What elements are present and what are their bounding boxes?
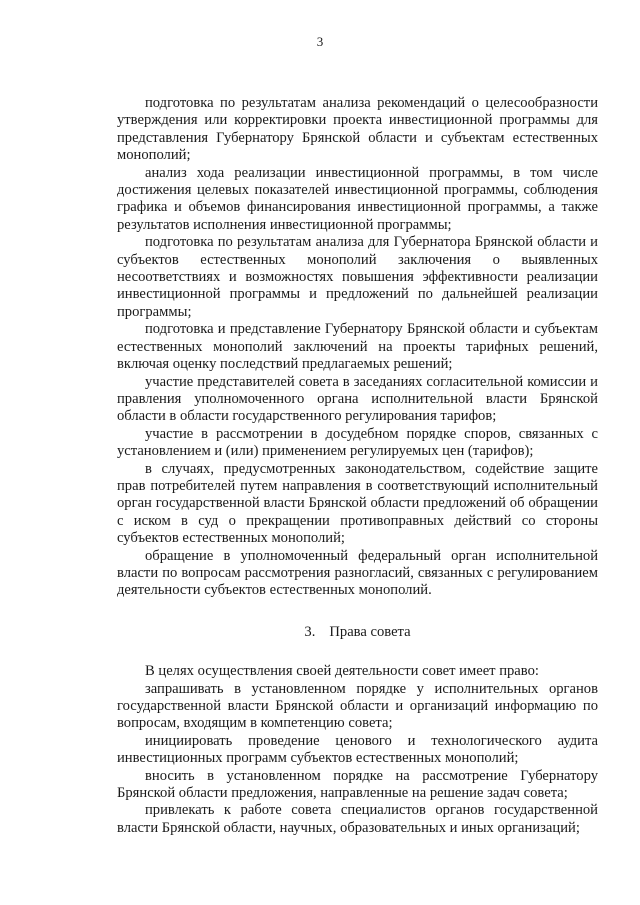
paragraph: запрашивать в установленном порядке у исполнительных органов государственной власти Брянской области и организаций информацию по вопросам, входящим в компетенцию совета; bbox=[117, 680, 598, 732]
paragraph: обращение в уполномоченный федеральный орган исполнительной власти по вопросам рассмотрения разногласий, связанных с регулированием деятельности субъектов естественных монополий. bbox=[117, 547, 598, 599]
paragraph: подготовка по результатам анализа для Губернатора Брянской области и субъектов естественных монополий заключения о выявленных несоответствиях и возможностях повышения эффективности реализации инвестиционной программы и предложений по дальнейшей реализации программы; bbox=[117, 234, 598, 320]
paragraph: участие в рассмотрении в досудебном порядке споров, связанных с установлением и (или) применением регулируемых цен (тарифов); bbox=[117, 425, 598, 460]
paragraph: анализ хода реализации инвестиционной программы, в том числе достижения целевых показателей инвестиционной программы, соблюдения графика и объемов финансирования инвестиционной программы, а также результатов исполнения инвестиционной программы; bbox=[117, 164, 598, 233]
paragraph: участие представителей совета в заседаниях согласительной комиссии и правления уполномоченного органа исполнительной власти Брянской области в области государственного регулирования тарифов; bbox=[117, 373, 598, 425]
document-body bbox=[117, 95, 598, 837]
section-title: Права совета bbox=[329, 623, 411, 640]
paragraph: привлекать к работе совета специалистов органов государственной власти Брянской области, научных, образовательных и иных организаций; bbox=[117, 802, 598, 836]
paragraph: инициировать проведение ценового и технологического аудита инвестиционных программ субъектов естественных монополий; bbox=[117, 732, 598, 767]
page-number: 3 bbox=[316, 34, 324, 49]
section-number: 3. bbox=[304, 623, 316, 640]
paragraph: В целях осуществления своей деятельности совет имеет право: bbox=[145, 663, 539, 680]
paragraph: в случаях, предусмотренных законодательством, содействие защите прав потребителей путем направления в соответствующий исполнительный орган государственной власти Брянской области предложений об обращении с иском в суд о прекращении противоправных действий со стороны субъектов естественных монополий; bbox=[117, 460, 598, 547]
paragraph: подготовка по результатам анализа рекомендаций о целесообразности утверждения или корректировки проекта инвестиционной программы для представления Губернатору Брянской области и субъектам естественных монополий; bbox=[117, 95, 598, 164]
paragraph: подготовка и представление Губернатору Брянской области и субъектам естественных монополий заключений на проекты тарифных решений, включая оценку последствий предлагаемых решений; bbox=[117, 321, 598, 373]
paragraph: вносить в установленном порядке на рассмотрение Губернатору Брянской области предложения, направленные на решение задач совета; bbox=[117, 767, 598, 802]
section-heading bbox=[117, 624, 598, 641]
